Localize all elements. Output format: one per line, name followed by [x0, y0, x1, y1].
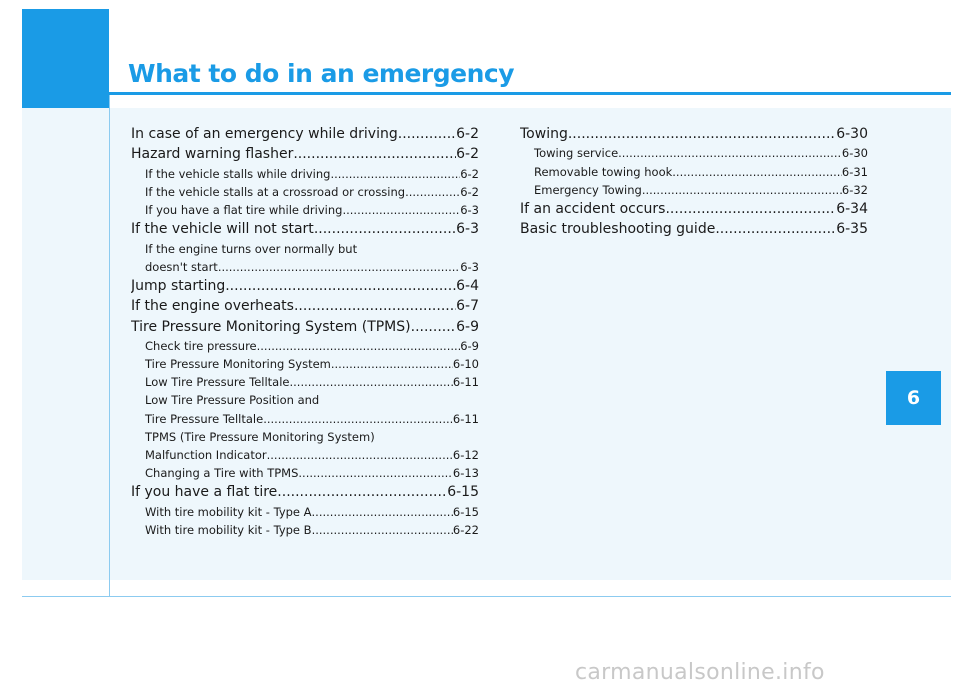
- watermark: carmanualsonline.info: [575, 660, 825, 685]
- toc-entry-page: 6-2: [456, 146, 479, 163]
- toc-entry-title: doesn't start: [145, 259, 218, 274]
- toc-entry-title: In case of an emergency while driving: [131, 126, 398, 142]
- toc-entry-title: Emergency Towing: [534, 182, 642, 197]
- toc-entry-row: [131, 464, 479, 482]
- toc-entry-row: [520, 163, 868, 181]
- toc-entry[interactable]: [131, 464, 479, 482]
- toc-entry-page: 6-32: [841, 182, 868, 197]
- toc-entry-title: Towing service: [534, 146, 619, 161]
- toc-entry-page: 6-15: [452, 504, 479, 519]
- toc-entry[interactable]: [520, 163, 868, 181]
- toc-entry[interactable]: [520, 219, 868, 239]
- toc-entry-page: 6-12: [452, 448, 479, 463]
- toc-entry-title: Tire Pressure Monitoring System (TPMS): [131, 318, 411, 335]
- toc-entry[interactable]: [131, 355, 479, 373]
- toc-entry-page: 6-3: [460, 203, 479, 217]
- toc-entry-page: 6-3: [456, 221, 479, 238]
- dot-leader: [642, 181, 842, 199]
- toc-entry-row: [131, 258, 479, 276]
- dot-leader: [218, 258, 460, 276]
- toc-entry-page: 6-3: [460, 259, 479, 274]
- toc-entry-title: Basic troubleshooting guide: [520, 221, 716, 238]
- dot-leader: [330, 165, 460, 183]
- toc-entry-title: With tire mobility kit - Type A: [145, 504, 312, 519]
- toc-entry-title: Tire Pressure Telltale: [145, 411, 264, 426]
- header-color-block: [22, 9, 109, 108]
- toc-right-column: [520, 124, 868, 240]
- toc-entry[interactable]: [131, 240, 479, 276]
- dot-leader: [618, 144, 842, 162]
- toc-entry[interactable]: [131, 183, 479, 201]
- toc-entry-page: 6-31: [841, 164, 868, 179]
- toc-entry-page: 6-2: [460, 166, 479, 181]
- toc-entry[interactable]: [520, 144, 868, 162]
- toc-entry-page: 6-10: [452, 357, 479, 371]
- toc-entry-row: [520, 219, 868, 239]
- dot-leader: [257, 337, 461, 355]
- margin-divider: [109, 95, 110, 597]
- toc-entry-page: 6-2: [456, 126, 479, 142]
- toc-entry-page: 6-2: [460, 184, 479, 199]
- chapter-tab[interactable]: 6: [886, 371, 941, 425]
- toc-entry[interactable]: [520, 199, 868, 219]
- dot-leader: [331, 355, 453, 373]
- toc-entry[interactable]: [131, 482, 479, 502]
- dot-leader: [405, 183, 460, 201]
- dot-leader: [411, 317, 457, 337]
- toc-entry-title: If you have a flat tire while driving: [145, 203, 343, 217]
- toc-entry-page: 6-11: [452, 375, 479, 390]
- title-underline: [109, 92, 951, 95]
- toc-entry-row: [520, 181, 868, 199]
- toc-entry-page: 6-30: [836, 126, 868, 142]
- toc-entry-row: [131, 276, 479, 296]
- dot-leader: [665, 199, 836, 219]
- toc-entry-title: If the vehicle stalls at a crossroad or crossing: [145, 184, 406, 199]
- toc-entry[interactable]: [131, 373, 479, 391]
- toc-entry-title: If the vehicle stalls while driving: [145, 166, 331, 181]
- dot-leader: [290, 373, 453, 391]
- toc-entry-row: [131, 482, 479, 502]
- page-title: What to do in an emergency: [128, 59, 514, 88]
- toc-entry[interactable]: [131, 317, 479, 337]
- dot-leader: [342, 201, 460, 219]
- toc-entry-page: 6-9: [456, 318, 479, 335]
- toc-entry-title: Changing a Tire with TPMS: [145, 466, 299, 481]
- toc-entry-title: Removable towing hook: [534, 164, 673, 179]
- dot-leader: [312, 503, 453, 521]
- toc-entry[interactable]: [131, 219, 479, 239]
- toc-entry-title: Malfunction Indicator: [145, 448, 267, 463]
- toc-entry-row: [131, 521, 479, 539]
- dot-leader: [672, 163, 842, 181]
- dot-leader: [293, 144, 456, 164]
- dot-leader: [312, 521, 453, 539]
- toc-entry[interactable]: [131, 144, 479, 164]
- toc-entry[interactable]: [131, 503, 479, 521]
- toc-entry-title: Low Tire Pressure Telltale: [145, 375, 290, 390]
- toc-entry-page: 6-35: [836, 221, 868, 238]
- toc-entry-page: 6-30: [841, 146, 868, 161]
- toc-entry-row: [131, 144, 479, 164]
- toc-entry-row: [131, 355, 479, 373]
- toc-entry-page: 6-9: [460, 338, 479, 353]
- toc-entry-row: [520, 144, 868, 162]
- toc-entry[interactable]: [131, 124, 479, 144]
- toc-entry-title: If the engine overheats: [131, 298, 294, 315]
- toc-entry-page: 6-11: [452, 411, 479, 426]
- toc-entry-row: [131, 201, 479, 219]
- toc-entry-row: [131, 296, 479, 316]
- toc-entry-row: [131, 183, 479, 201]
- dot-leader: [314, 219, 456, 239]
- toc-entry[interactable]: [131, 337, 479, 355]
- toc-entry-row: [131, 410, 479, 428]
- toc-entry-title-line1: Low Tire Pressure Position and: [145, 393, 320, 408]
- toc-left-column: [131, 124, 479, 539]
- toc-entry-row: [131, 373, 479, 391]
- dot-leader: [298, 464, 452, 482]
- toc-entry-title: With tire mobility kit - Type B: [145, 522, 312, 537]
- toc-entry-row: [520, 124, 868, 144]
- toc-entry[interactable]: [131, 276, 479, 296]
- dot-leader: [267, 446, 453, 464]
- toc-entry[interactable]: [131, 165, 479, 183]
- toc-entry-title-line1: TPMS (Tire Pressure Monitoring System): [145, 429, 375, 444]
- dot-leader: [263, 410, 453, 428]
- toc-entry-row: [131, 219, 479, 239]
- toc-entry-title: If an accident occurs: [520, 200, 666, 217]
- toc-entry-row: [131, 165, 479, 183]
- dot-leader: [398, 124, 456, 144]
- toc-entry-page: 6-13: [452, 466, 479, 481]
- toc-entry-page: 6-15: [447, 484, 479, 501]
- toc-entry-page: 6-7: [456, 298, 479, 315]
- dot-leader: [294, 296, 456, 316]
- toc-entry[interactable]: [520, 124, 868, 144]
- toc-entry[interactable]: [131, 201, 479, 219]
- toc-entry-row: [131, 337, 479, 355]
- toc-entry-title: Jump starting: [131, 277, 226, 294]
- toc-entry[interactable]: [131, 428, 479, 464]
- dot-leader: [568, 124, 836, 144]
- toc-entry-page: 6-34: [836, 200, 868, 217]
- toc-entry-page: 6-22: [452, 522, 479, 537]
- toc-entry[interactable]: [131, 296, 479, 316]
- toc-entry-row: [131, 503, 479, 521]
- toc-entry-title: Towing: [520, 126, 568, 142]
- toc-entry-title: Tire Pressure Monitoring System: [145, 357, 331, 371]
- toc-entry[interactable]: [131, 521, 479, 539]
- dot-leader: [225, 276, 456, 296]
- dot-leader: [715, 219, 836, 239]
- toc-entry-row: [520, 199, 868, 219]
- toc-entry[interactable]: [520, 181, 868, 199]
- toc-entry-title: If the vehicle will not start: [131, 221, 314, 238]
- dot-leader: [277, 482, 447, 502]
- toc-entry[interactable]: [131, 391, 479, 427]
- toc-entry-row: [131, 446, 479, 464]
- toc-entry-title: Check tire pressure: [145, 338, 257, 353]
- toc-entry-row: [131, 317, 479, 337]
- bottom-divider: [22, 596, 951, 597]
- toc-entry-title-line1: If the engine turns over normally but: [145, 241, 358, 256]
- toc-entry-row: [131, 124, 479, 144]
- toc-entry-title: Hazard warning flasher: [131, 146, 294, 163]
- toc-entry-page: 6-4: [456, 277, 479, 294]
- toc-entry-title: If you have a flat tire: [131, 484, 278, 501]
